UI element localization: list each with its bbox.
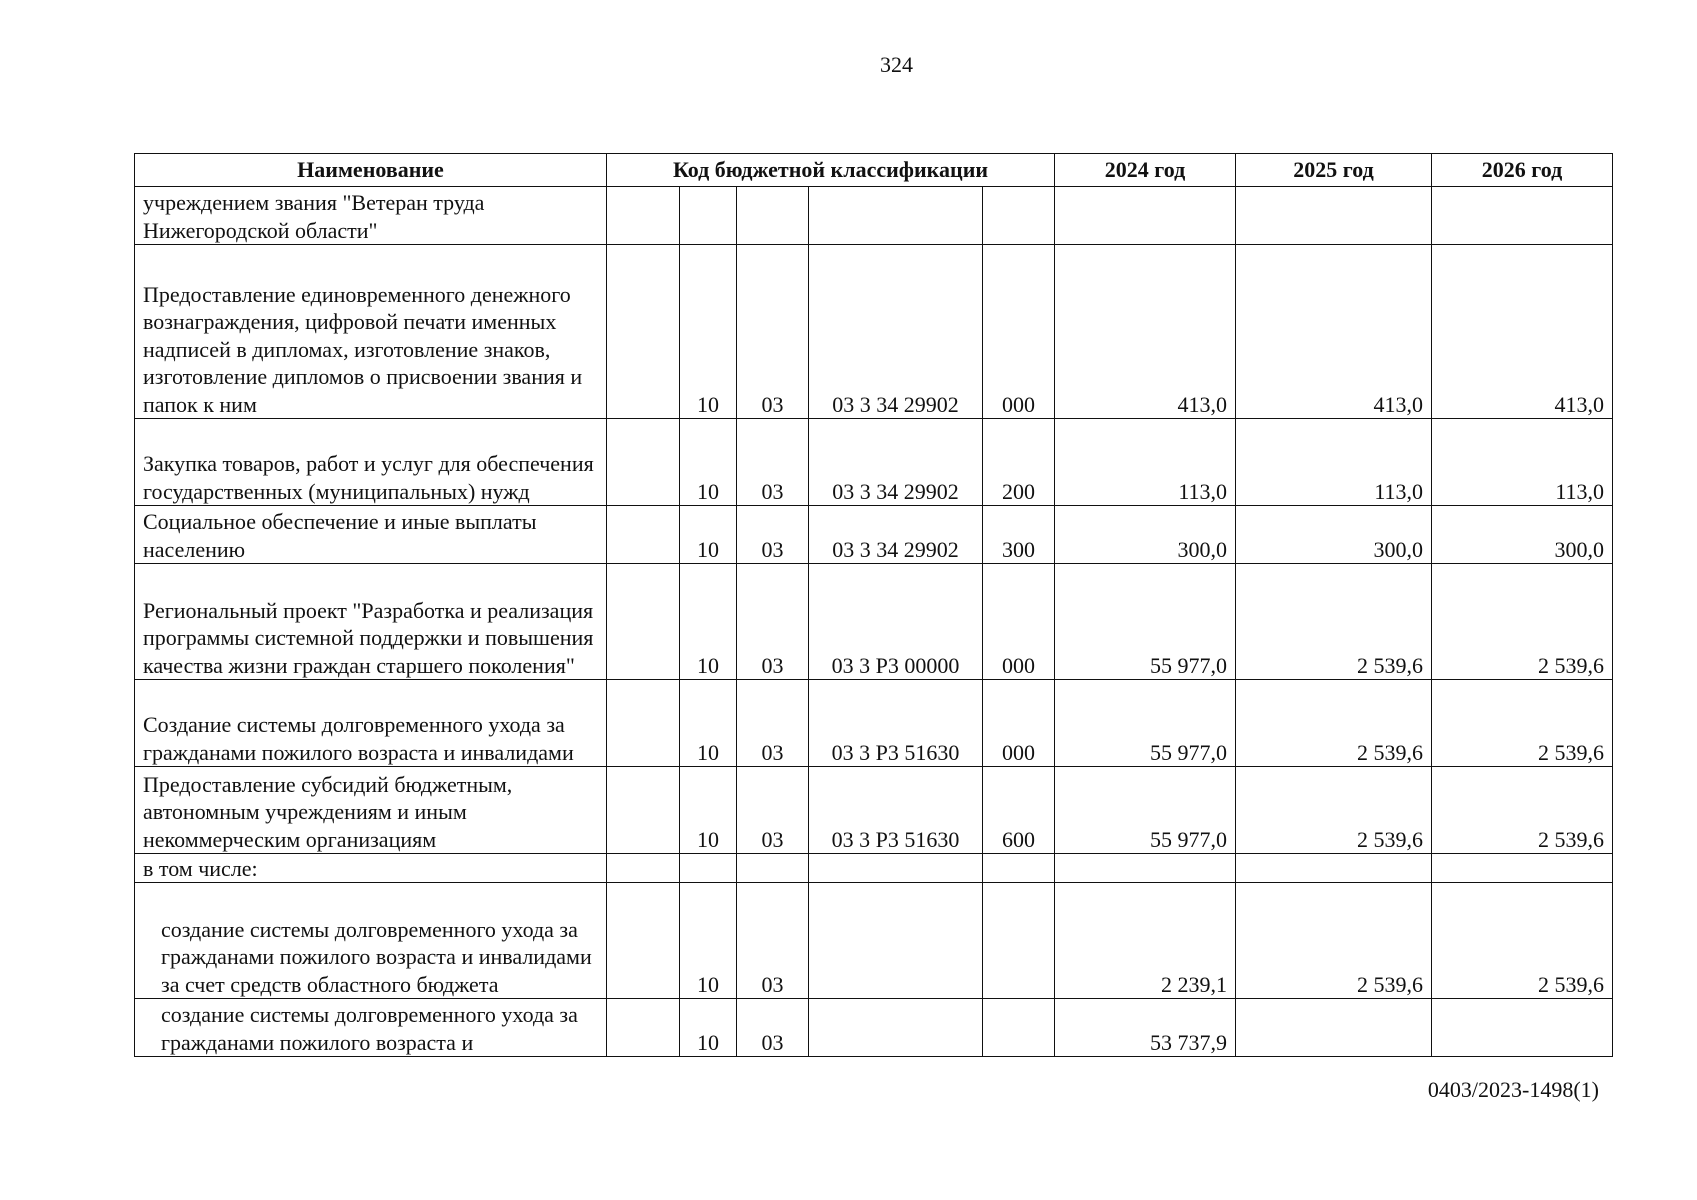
subsection-code-cell: 03 <box>737 883 809 999</box>
table-row <box>135 564 1613 680</box>
section-code-cell: 10 <box>680 999 737 1057</box>
amount-2024-cell: 53 737,9 <box>1055 999 1236 1057</box>
amount-2024-cell: 55 977,0 <box>1055 564 1236 680</box>
amount-2024-cell <box>1055 854 1236 883</box>
subsection-code-cell: 03 <box>737 999 809 1057</box>
row-name-cell: учреждением звания "Ветеран труда Нижегородской области" <box>135 187 607 245</box>
row-name-cell: создание системы долговременного ухода за гражданами пожилого возраста и <box>135 999 607 1057</box>
expense-type-cell <box>983 854 1055 883</box>
subsection-code-cell <box>737 187 809 245</box>
table-row <box>135 680 1613 767</box>
empty-cell <box>607 854 680 883</box>
target-article-cell: 03 3 P3 00000 <box>809 564 983 680</box>
amount-2026-cell: 113,0 <box>1432 419 1613 506</box>
header-code: Код бюджетной классификации <box>607 154 1055 187</box>
empty-cell <box>607 883 680 999</box>
amount-2025-cell: 300,0 <box>1236 506 1432 564</box>
amount-2025-cell <box>1236 187 1432 245</box>
expense-type-cell: 000 <box>983 245 1055 419</box>
amount-2024-cell: 413,0 <box>1055 245 1236 419</box>
amount-2026-cell: 2 539,6 <box>1432 564 1613 680</box>
expense-type-cell <box>983 999 1055 1057</box>
amount-2026-cell: 300,0 <box>1432 506 1613 564</box>
amount-2025-cell: 2 539,6 <box>1236 564 1432 680</box>
amount-2026-cell <box>1432 854 1613 883</box>
subsection-code-cell: 03 <box>737 419 809 506</box>
table-row <box>135 854 1613 883</box>
table-row <box>135 883 1613 999</box>
target-article-cell <box>809 187 983 245</box>
amount-2025-cell: 113,0 <box>1236 419 1432 506</box>
target-article-cell <box>809 999 983 1057</box>
amount-2025-cell: 413,0 <box>1236 245 1432 419</box>
amount-2025-cell: 2 539,6 <box>1236 883 1432 999</box>
amount-2024-cell: 55 977,0 <box>1055 767 1236 854</box>
expense-type-cell: 000 <box>983 680 1055 767</box>
section-code-cell: 10 <box>680 245 737 419</box>
empty-cell <box>607 999 680 1057</box>
subsection-code-cell: 03 <box>737 506 809 564</box>
empty-cell <box>607 419 680 506</box>
expense-type-cell: 000 <box>983 564 1055 680</box>
table-row <box>135 767 1613 854</box>
section-code-cell <box>680 187 737 245</box>
expense-type-cell: 600 <box>983 767 1055 854</box>
header-2026: 2026 год <box>1432 154 1613 187</box>
section-code-cell: 10 <box>680 564 737 680</box>
amount-2026-cell <box>1432 187 1613 245</box>
target-article-cell <box>809 883 983 999</box>
table-row <box>135 506 1613 564</box>
row-name-cell: Предоставление единовременного денежного вознаграждения, цифровой печати именных надписей в дипломах, изготовление знаков, изготовление дипломов о присвоении звания и папок к ним <box>135 245 607 419</box>
empty-cell <box>607 564 680 680</box>
row-name-cell: создание системы долговременного ухода за гражданами пожилого возраста и инвалидами за счет средств областного бюджета <box>135 883 607 999</box>
row-name-cell: Предоставление субсидий бюджетным, автономным учреждениям и иным некоммерческим организациям <box>135 767 607 854</box>
amount-2024-cell: 55 977,0 <box>1055 680 1236 767</box>
amount-2026-cell: 413,0 <box>1432 245 1613 419</box>
row-name-cell: Региональный проект "Разработка и реализация программы системной поддержки и повышения качества жизни граждан старшего поколения" <box>135 564 607 680</box>
subsection-code-cell: 03 <box>737 245 809 419</box>
amount-2026-cell: 2 539,6 <box>1432 767 1613 854</box>
expense-type-cell <box>983 883 1055 999</box>
amount-2026-cell <box>1432 999 1613 1057</box>
header-row <box>135 154 1613 187</box>
amount-2026-cell: 2 539,6 <box>1432 883 1613 999</box>
empty-cell <box>607 506 680 564</box>
row-name-cell: Закупка товаров, работ и услуг для обеспечения государственных (муниципальных) нужд <box>135 419 607 506</box>
amount-2024-cell: 2 239,1 <box>1055 883 1236 999</box>
header-2025: 2025 год <box>1236 154 1432 187</box>
amount-2025-cell: 2 539,6 <box>1236 680 1432 767</box>
target-article-cell: 03 3 34 29902 <box>809 245 983 419</box>
row-name-cell: Создание системы долговременного ухода за гражданами пожилого возраста и инвалидами <box>135 680 607 767</box>
document-id: 0403/2023-1498(1) <box>1427 1077 1599 1102</box>
empty-cell <box>607 187 680 245</box>
target-article-cell <box>809 854 983 883</box>
section-code-cell: 10 <box>680 767 737 854</box>
amount-2025-cell: 2 539,6 <box>1236 767 1432 854</box>
expense-type-cell <box>983 187 1055 245</box>
subsection-code-cell <box>737 854 809 883</box>
amount-2024-cell: 300,0 <box>1055 506 1236 564</box>
row-name-cell: Социальное обеспечение и иные выплаты населению <box>135 506 607 564</box>
header-2024: 2024 год <box>1055 154 1236 187</box>
subsection-code-cell: 03 <box>737 564 809 680</box>
target-article-cell: 03 3 34 29902 <box>809 506 983 564</box>
empty-cell <box>607 767 680 854</box>
subsection-code-cell: 03 <box>737 680 809 767</box>
empty-cell <box>607 680 680 767</box>
target-article-cell: 03 3 P3 51630 <box>809 680 983 767</box>
table-body <box>135 187 1613 1057</box>
table-row <box>135 187 1613 245</box>
amount-2025-cell <box>1236 854 1432 883</box>
row-name-cell: в том числе: <box>135 854 607 883</box>
subsection-code-cell: 03 <box>737 767 809 854</box>
page-number: 324 <box>880 52 913 77</box>
table-row <box>135 999 1613 1057</box>
section-code-cell: 10 <box>680 419 737 506</box>
amount-2025-cell <box>1236 999 1432 1057</box>
section-code-cell: 10 <box>680 506 737 564</box>
table-row <box>135 245 1613 419</box>
table-row <box>135 419 1613 506</box>
budget-table <box>134 153 1613 1057</box>
expense-type-cell: 300 <box>983 506 1055 564</box>
section-code-cell: 10 <box>680 883 737 999</box>
header-name: Наименование <box>135 154 607 187</box>
amount-2026-cell: 2 539,6 <box>1432 680 1613 767</box>
empty-cell <box>607 245 680 419</box>
target-article-cell: 03 3 34 29902 <box>809 419 983 506</box>
amount-2024-cell <box>1055 187 1236 245</box>
expense-type-cell: 200 <box>983 419 1055 506</box>
amount-2024-cell: 113,0 <box>1055 419 1236 506</box>
section-code-cell: 10 <box>680 680 737 767</box>
section-code-cell <box>680 854 737 883</box>
target-article-cell: 03 3 P3 51630 <box>809 767 983 854</box>
